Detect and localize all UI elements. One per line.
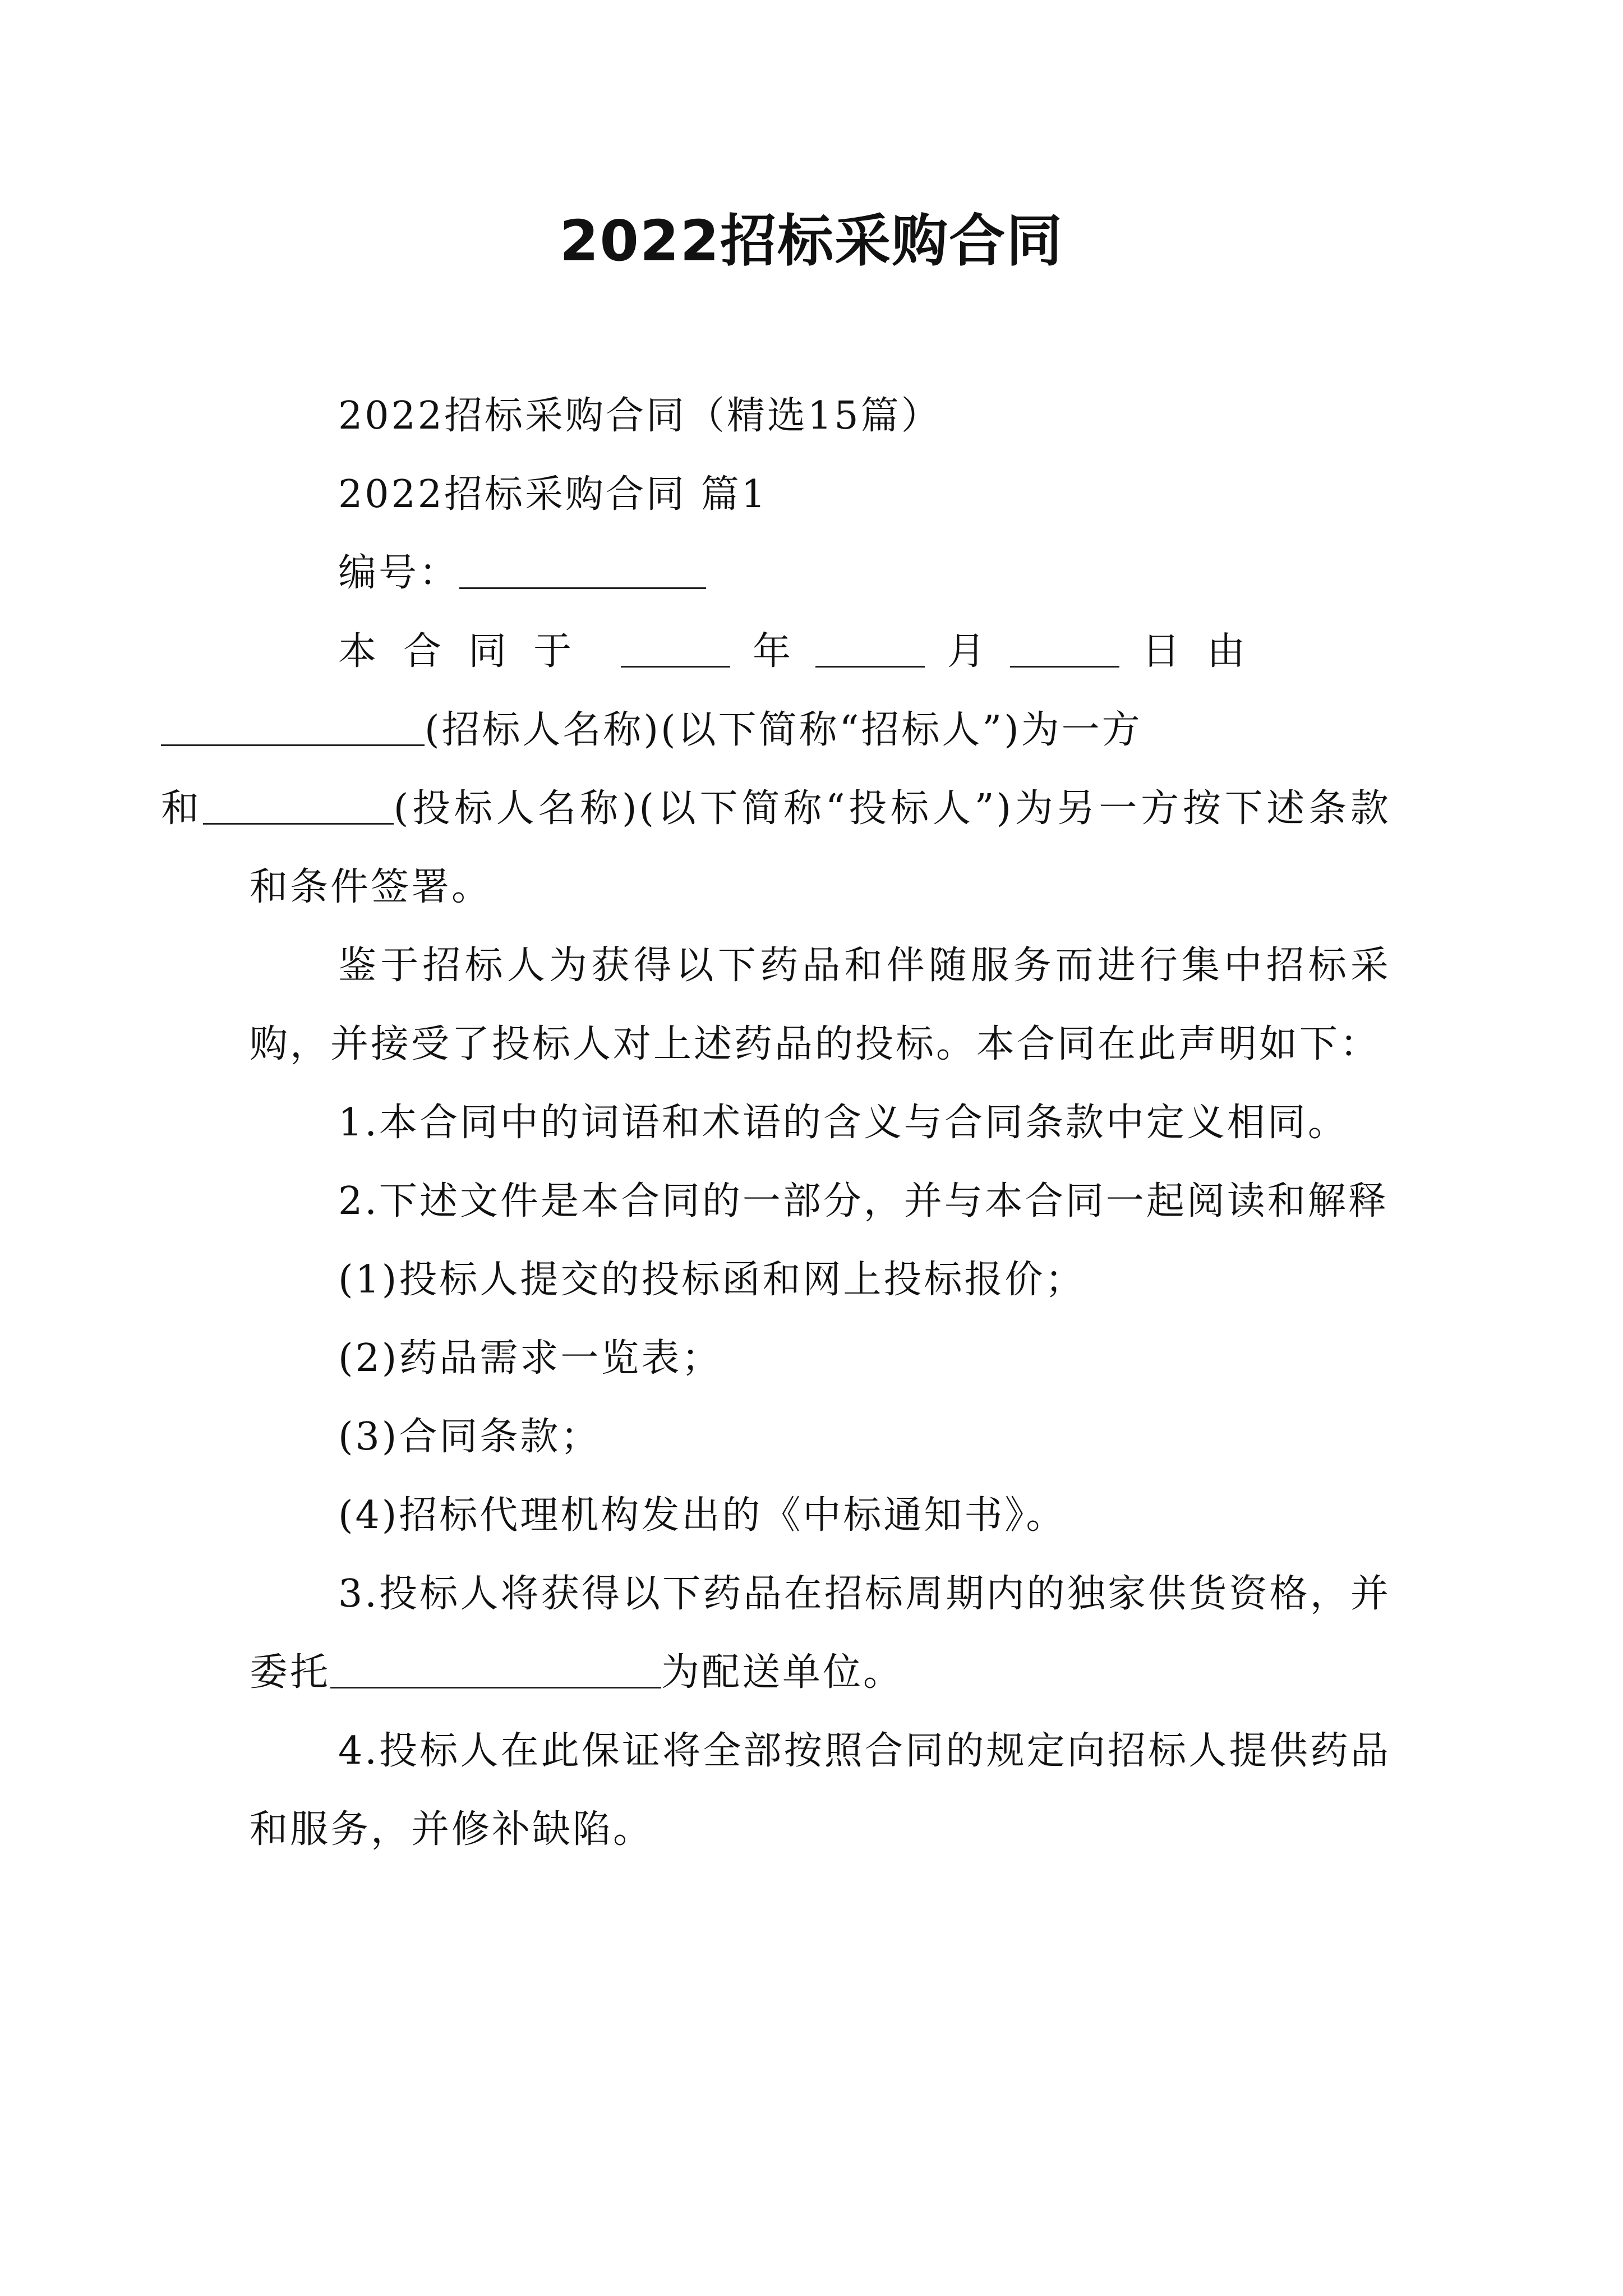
clause-4: 4.投标人在此保证将全部按照合同的规定向招标人提供药品和服务，并修补缺陷。 — [250, 1729, 1391, 1852]
contract-number-line — [250, 534, 1391, 613]
tenderer-name-blank — [161, 704, 425, 746]
clause-3-part1: 3.投标人将获得以下药品在招标周期内的独家供货资格，并委托 — [250, 1572, 1391, 1695]
delivery-unit-blank — [330, 1646, 661, 1688]
intro-part1: 本合同于 — [338, 629, 599, 674]
section-heading: 2022招标采购合同 篇1 — [338, 472, 768, 517]
list-item-1: (1)投标人提交的投标函和网上投标报价； — [338, 1258, 1086, 1302]
bidder-name-blank — [203, 783, 394, 825]
month-label: 月 — [947, 629, 988, 674]
number-label: 编号： — [338, 551, 460, 595]
clause-1: 1.本合同中的词语和术语的含义与合同条款中定义相同。 — [338, 1101, 1348, 1145]
day-label: 日由 — [1142, 629, 1272, 674]
clause-3-part2: 为配送单位。 — [661, 1650, 904, 1695]
intro-part3: 和 — [161, 786, 203, 831]
subtitle: 2022招标采购合同（精选15篇） — [338, 394, 942, 438]
whereas-paragraph: 鉴于招标人为获得以下药品和伴随服务而进行集中招标采购，并接受了投标人对上述药品的投标。本合同在此声明如下： — [250, 944, 1391, 1066]
clause-2: 2.下述文件是本合同的一部分，并与本合同一起阅读和解释 — [338, 1179, 1389, 1223]
document-body — [161, 377, 1391, 1869]
clause-3 — [250, 1555, 1391, 1712]
document-title: 2022招标采购合同 — [559, 208, 1064, 274]
list-item-4: (4)招标代理机构发出的《中标通知书》。 — [338, 1493, 1067, 1538]
day-blank — [1010, 625, 1119, 668]
month-blank — [815, 625, 925, 668]
intro-paragraph — [161, 613, 1391, 927]
intro-part4: (投标人名称)(以下简称“投标人”)为另一方按下述条款和条件签署。 — [250, 786, 1391, 909]
list-item-3: (3)合同条款； — [338, 1415, 601, 1459]
year-blank — [621, 625, 730, 668]
list-item-2: (2)药品需求一览表； — [338, 1336, 722, 1381]
contract-number-blank — [459, 547, 706, 589]
intro-part2: (招标人名称)(以下简称“招标人”)为一方 — [425, 708, 1142, 752]
year-label: 年 — [753, 629, 794, 674]
